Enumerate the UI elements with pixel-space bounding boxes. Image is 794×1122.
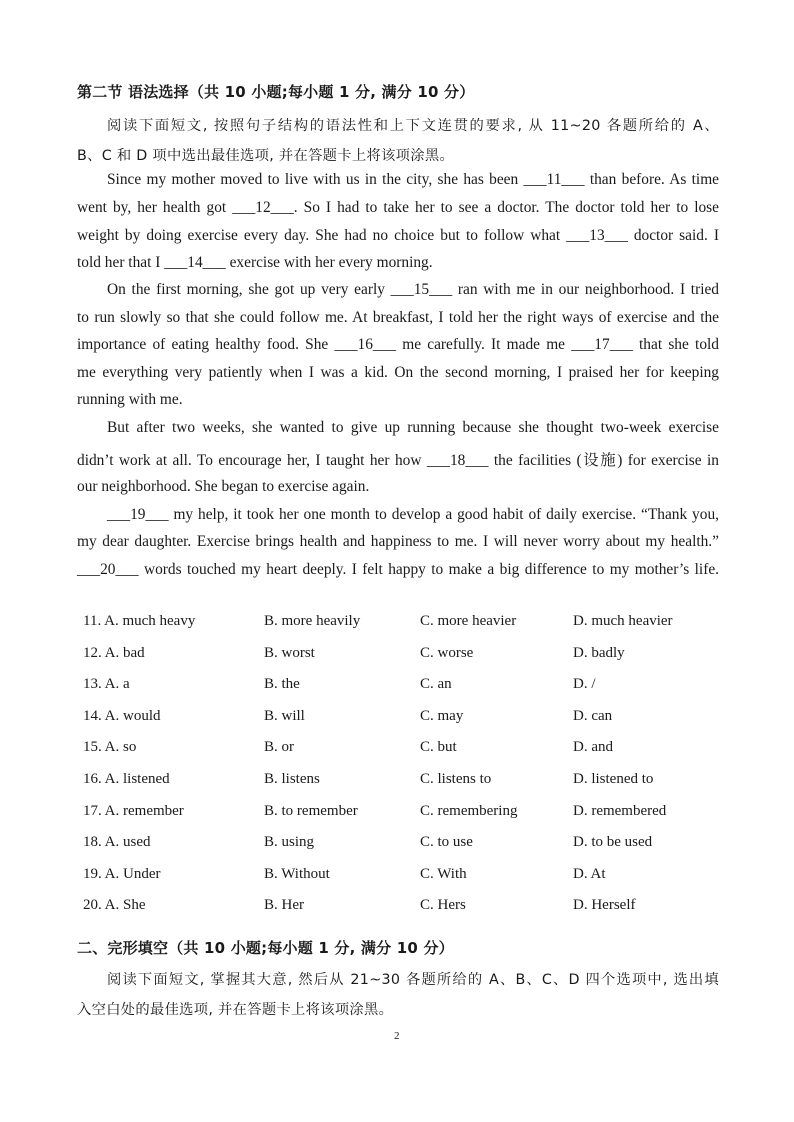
section2-instruction-line-2: 入空白处的最佳选项, 并在答题卡上将该项涂黑。: [77, 1002, 394, 1018]
option-a: 12. A. bad: [83, 644, 145, 661]
option-c: C. remembering: [420, 802, 518, 819]
passage-line: to run slowly so that she could follow me. At breakfast, I told her the right ways of exercise and the: [77, 309, 719, 326]
option-b: B. worst: [264, 644, 315, 661]
passage-line: went by, her health got ___12___. So I had to take her to see a doctor. The doctor told her to lose: [77, 199, 719, 216]
option-a: 17. A. remember: [83, 802, 184, 819]
option-b: B. Without: [264, 865, 330, 882]
option-d: D. remembered: [573, 802, 667, 819]
option-c: C. With: [420, 865, 467, 882]
passage-line: But after two weeks, she wanted to give up running because she thought two-week exercise: [107, 419, 719, 436]
passage-line: ___19___ my help, it took her one month to develop a good habit of daily exercise. “Thank you,: [107, 506, 719, 523]
option-a: 13. A. a: [83, 676, 130, 693]
option-d: D. Herself: [573, 897, 636, 914]
option-a: 15. A. so: [83, 739, 137, 756]
passage-line: Since my mother moved to live with us in the city, she has been ___11___ than before. As time: [107, 171, 719, 188]
option-row-18: [83, 834, 723, 866]
option-a: 20. A. She: [83, 897, 146, 914]
option-row-19: [83, 866, 723, 898]
option-d: D. /: [573, 676, 596, 693]
option-row-17: [83, 803, 723, 835]
option-c: C. listens to: [420, 770, 492, 787]
passage-line: On the first morning, she got up very early ___15___ ran with me in our neighborhood. I tried: [107, 281, 719, 298]
option-row-16: [83, 771, 723, 803]
passage-line: my dear daughter. Exercise brings health and happiness to me. I will never worry about my health.”: [77, 533, 719, 550]
section1-heading: 第二节 语法选择（共 10 小题;每小题 1 分, 满分 10 分）: [77, 83, 475, 101]
option-row-15: [83, 739, 723, 771]
page-number: 2: [394, 1030, 400, 1042]
option-a: 18. A. used: [83, 834, 151, 851]
option-d: D. can: [573, 707, 613, 724]
option-c: C. an: [420, 676, 452, 693]
section2-instruction-line-1: 阅读下面短文, 掌握其大意, 然后从 21~30 各题所给的 A、B、C、D 四个选项中, 选出填: [107, 972, 719, 988]
option-b: B. will: [264, 707, 305, 724]
option-row-20: [83, 897, 723, 929]
option-a: 19. A. Under: [83, 865, 161, 882]
option-d: D. listened to: [573, 770, 654, 787]
option-b: B. the: [264, 676, 300, 693]
passage-line: running with me.: [77, 391, 183, 408]
option-row-12: [83, 645, 723, 677]
option-row-13: [83, 676, 723, 708]
passage-line: me everything very patiently when I was a kid. On the second morning, I praised her for keeping: [77, 364, 719, 381]
option-d: D. and: [573, 739, 613, 756]
passage-line: importance of eating healthy food. She ___16___ me carefully. It made me ___17___ that she told: [77, 336, 719, 353]
section1-instruction-line-1: 阅读下面短文, 按照句子结构的语法性和上下文连贯的要求, 从 11~20 各题所给的 A、: [107, 118, 719, 134]
passage-line: weight by doing exercise every day. She had no choice but to follow what ___13___ doctor said. I: [77, 227, 719, 244]
option-b: B. using: [264, 834, 315, 851]
option-c: C. to use: [420, 834, 473, 851]
option-c: C. worse: [420, 644, 474, 661]
option-d: D. to be used: [573, 834, 653, 851]
option-d: D. At: [573, 865, 606, 882]
section1-instruction-line-2: B、C 和 D 项中选出最佳选项, 并在答题卡上将该项涂黑。: [77, 148, 455, 164]
option-c: C. but: [420, 739, 457, 756]
section2-heading: 二、完形填空（共 10 小题;每小题 1 分, 满分 10 分）: [77, 939, 454, 957]
option-b: B. Her: [264, 897, 304, 914]
option-b: B. to remember: [264, 802, 358, 819]
option-row-11: [83, 613, 723, 645]
option-b: B. more heavily: [264, 613, 361, 629]
option-c: C. more heavier: [420, 613, 517, 629]
option-b: B. or: [264, 739, 294, 756]
option-d: D. much heavier: [573, 613, 673, 629]
options-list: [83, 613, 723, 929]
option-c: C. may: [420, 707, 464, 724]
passage-line: told her that I ___14___ exercise with her every morning.: [77, 254, 433, 271]
option-a: 11. A. much heavy: [83, 613, 196, 629]
option-row-14: [83, 708, 723, 740]
option-a: 14. A. would: [83, 707, 161, 724]
passage-line: our neighborhood. She began to exercise again.: [77, 478, 370, 495]
option-c: C. Hers: [420, 897, 466, 914]
option-d: D. badly: [573, 644, 625, 661]
option-a: 16. A. listened: [83, 770, 170, 787]
passage-line: ___20___ words touched my heart deeply. I felt happy to make a big difference to my mother’s life.: [77, 561, 719, 578]
option-b: B. listens: [264, 770, 320, 787]
passage-line: didn’t work at all. To encourage her, I taught her how ___18___ the facilities (设施) for exercise in: [77, 452, 719, 469]
